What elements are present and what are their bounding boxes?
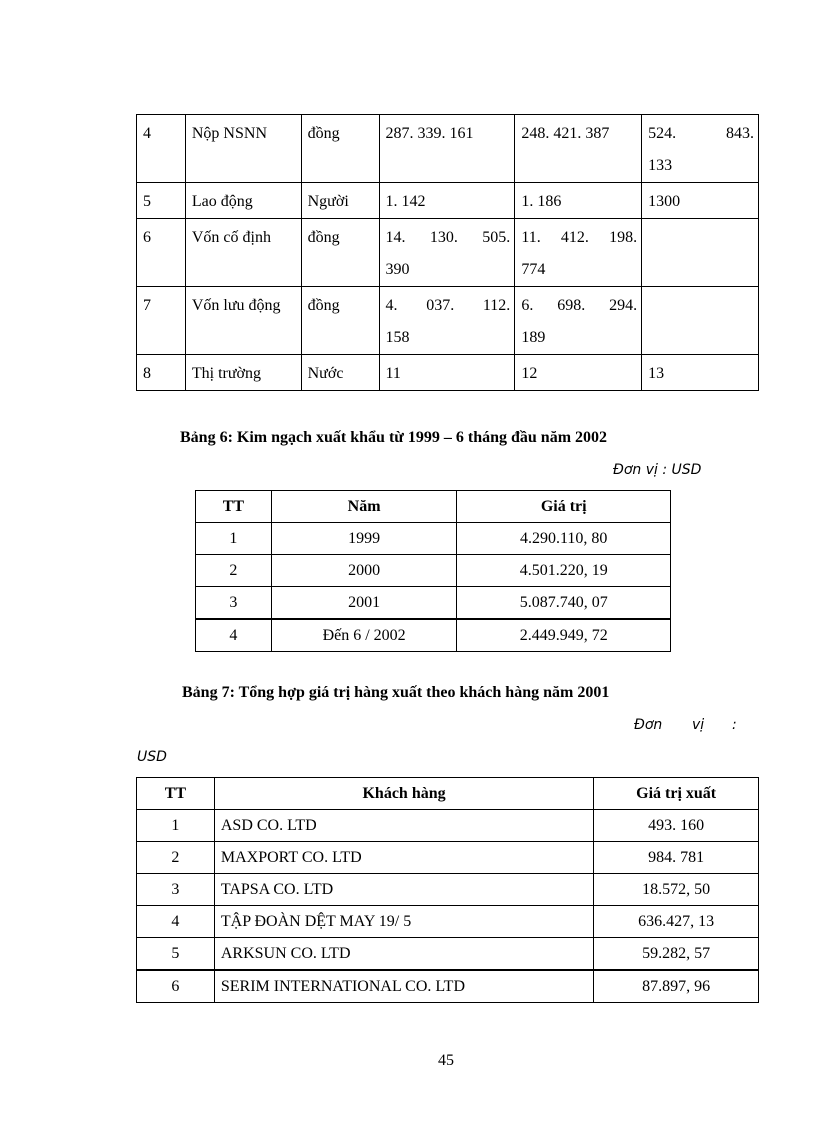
value-part: 524.	[648, 125, 677, 142]
value-part: 133	[648, 157, 673, 174]
cell-tt: 6	[137, 219, 186, 287]
cell-year: 2000	[271, 555, 457, 587]
header-tt: TT	[196, 491, 272, 523]
cell-tt: 3	[196, 587, 272, 620]
cell-tt: 4	[137, 906, 215, 938]
cell-value: 636.427, 13	[594, 906, 759, 938]
table-row	[137, 938, 759, 971]
cell-unit: đồng	[301, 219, 379, 287]
cell-value-2: 1. 186	[515, 183, 642, 219]
header-export-value: Giá trị xuất	[594, 778, 759, 810]
header-value: Giá trị	[457, 491, 671, 523]
cell-name: Thị trường	[185, 355, 301, 391]
cell-value-1: 11	[379, 355, 515, 391]
cell-customer: TẬP ĐOÀN DỆT MAY 19/ 5	[214, 906, 593, 938]
table-row	[137, 219, 759, 287]
cell-unit: đồng	[301, 115, 379, 183]
table-row	[137, 115, 759, 183]
cell-year: Đến 6 / 2002	[271, 619, 457, 652]
cell-value: 18.572, 50	[594, 874, 759, 906]
cell-tt: 5	[137, 183, 186, 219]
cell-tt: 8	[137, 355, 186, 391]
table-row	[137, 874, 759, 906]
table7-unit-currency: USD	[137, 749, 167, 765]
table7-unit-word: Đơn	[634, 717, 663, 733]
value-part: 698.	[557, 297, 586, 314]
value-part: 158	[385, 329, 410, 346]
table-row	[137, 970, 759, 1003]
export-turnover-table	[195, 490, 671, 652]
value-part: 037.	[426, 297, 455, 314]
cell-value-3: 13	[642, 355, 759, 391]
cell-unit: đồng	[301, 287, 379, 355]
value-part: 4.	[385, 297, 398, 314]
table7-caption: Bảng 7: Tổng hợp giá trị hàng xuất theo khách hàng năm 2001	[182, 684, 610, 701]
cell-tt: 7	[137, 287, 186, 355]
cell-value-1	[379, 287, 515, 355]
cell-tt: 2	[196, 555, 272, 587]
cell-tt: 6	[137, 970, 215, 1003]
cell-value: 87.897, 96	[594, 970, 759, 1003]
cell-year: 2001	[271, 587, 457, 620]
table-row	[196, 619, 671, 652]
page-number: 45	[438, 1052, 454, 1069]
cell-value: 4.290.110, 80	[457, 523, 671, 555]
cell-value-2	[515, 287, 642, 355]
cell-unit: Nước	[301, 355, 379, 391]
cell-name: Nộp NSNN	[185, 115, 301, 183]
value-part: 843.	[726, 125, 754, 142]
cell-value-2: 248. 421. 387	[515, 115, 642, 183]
cell-value-3	[642, 219, 759, 287]
cell-value-3: 1300	[642, 183, 759, 219]
cell-unit: Người	[301, 183, 379, 219]
header-year: Năm	[271, 491, 457, 523]
customer-export-table	[136, 777, 759, 1003]
value-part: 130.	[429, 229, 458, 246]
value-part: 412.	[560, 229, 589, 246]
cell-tt: 1	[196, 523, 272, 555]
cell-value-2	[515, 219, 642, 287]
table-row	[137, 906, 759, 938]
indicators-table	[136, 114, 759, 391]
table-row	[196, 555, 671, 587]
value-part: 112.	[482, 297, 511, 314]
value-part: 11.	[521, 229, 541, 246]
table6-caption: Bảng 6: Kim ngạch xuất khẩu từ 1999 – 6 tháng đầu năm 2002	[180, 429, 608, 446]
value-part: 774	[521, 261, 546, 278]
value-part: 198.	[609, 229, 638, 246]
table-row	[137, 183, 759, 219]
cell-tt: 5	[137, 938, 215, 971]
cell-value-1: 1. 142	[379, 183, 515, 219]
value-part: 294.	[609, 297, 638, 314]
value-part: 390	[385, 261, 410, 278]
cell-customer: ARKSUN CO. LTD	[214, 938, 593, 971]
value-part: 189	[521, 329, 546, 346]
cell-value-1	[379, 219, 515, 287]
cell-tt: 2	[137, 842, 215, 874]
table-header-row	[137, 778, 759, 810]
table-row	[196, 587, 671, 620]
cell-customer: ASD CO. LTD	[214, 810, 593, 842]
table-row	[137, 842, 759, 874]
cell-value-3	[642, 115, 759, 183]
cell-value-2: 12	[515, 355, 642, 391]
cell-value: 493. 160	[594, 810, 759, 842]
cell-value: 5.087.740, 07	[457, 587, 671, 620]
cell-customer: TAPSA CO. LTD	[214, 874, 593, 906]
cell-tt: 4	[196, 619, 272, 652]
cell-customer: MAXPORT CO. LTD	[214, 842, 593, 874]
cell-customer: SERIM INTERNATIONAL CO. LTD	[214, 970, 593, 1003]
header-customer: Khách hàng	[214, 778, 593, 810]
cell-name: Lao động	[185, 183, 301, 219]
cell-tt: 1	[137, 810, 215, 842]
cell-tt: 4	[137, 115, 186, 183]
header-tt: TT	[137, 778, 215, 810]
table-row	[137, 287, 759, 355]
cell-value: 984. 781	[594, 842, 759, 874]
table-row	[137, 355, 759, 391]
table7-unit-word: vị	[692, 717, 705, 733]
cell-value: 59.282, 57	[594, 938, 759, 971]
value-part: 14.	[385, 229, 406, 246]
cell-tt: 3	[137, 874, 215, 906]
value-part: 6.	[521, 297, 534, 314]
cell-value: 2.449.949, 72	[457, 619, 671, 652]
cell-name: Vốn lưu động	[185, 287, 301, 355]
cell-value: 4.501.220, 19	[457, 555, 671, 587]
cell-year: 1999	[271, 523, 457, 555]
table-row	[196, 523, 671, 555]
table7-unit-colon: :	[732, 717, 737, 733]
table-header-row	[196, 491, 671, 523]
table6-unit: Đơn vị : USD	[613, 462, 702, 478]
value-part: 505.	[482, 229, 511, 246]
table-row	[137, 810, 759, 842]
cell-value-3	[642, 287, 759, 355]
cell-name: Vốn cố định	[185, 219, 301, 287]
cell-value-1: 287. 339. 161	[379, 115, 515, 183]
